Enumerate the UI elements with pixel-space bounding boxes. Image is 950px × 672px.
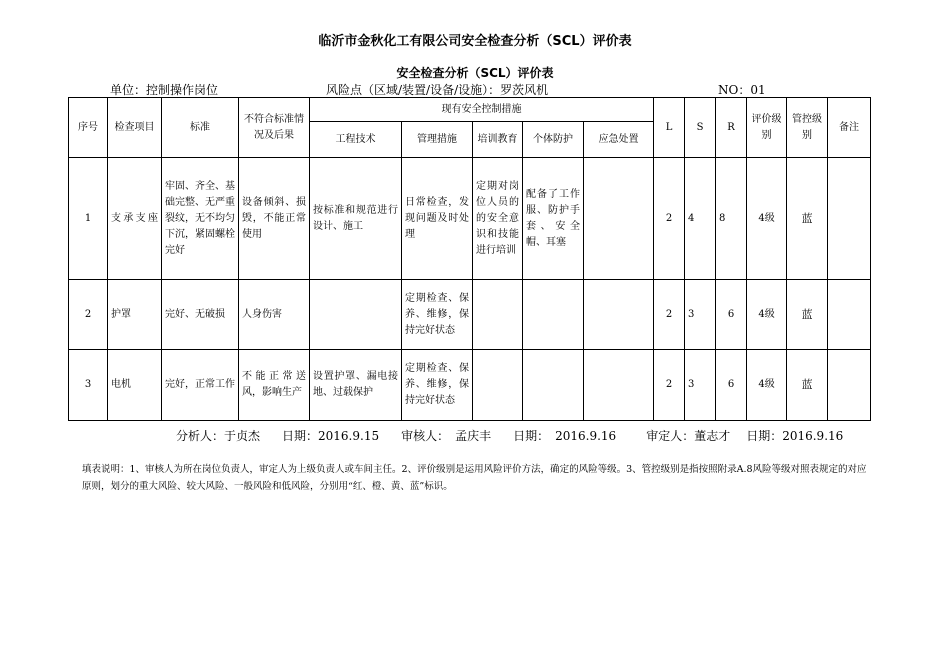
cell-l: 2 — [654, 350, 685, 421]
sub-title: 安全检查分析（SCL）评价表 — [396, 66, 554, 80]
cell-l: 2 — [654, 280, 685, 350]
fill-instructions: 填表说明：1、审核人为所在岗位负责人，审定人为上级负责人或车间主任。2、评价级别是运用风险评价方法，确定的风险等级。3、管控级别是指按照附录A.8风险等级对照表规定的对应原则，划分的重大风险、较大风险、一般风险和低风险，分别用“红、橙、黄、蓝”标识。 — [82, 464, 867, 492]
cell-item: 护罩 — [108, 280, 162, 350]
cell-r: 6 — [716, 350, 747, 421]
cell-seq: 2 — [69, 280, 108, 350]
analyst-date: 日期：2016.9.15 — [282, 429, 380, 443]
cell-nonconform: 不能正常送风，影响生产 — [239, 350, 310, 421]
cell-standard: 完好、无破损 — [162, 280, 239, 350]
cell-remark — [828, 350, 871, 421]
cell-eng: 设置护罩、漏电接地、过载保护 — [310, 350, 402, 421]
cell-eng: 按标准和规范进行设计、施工 — [310, 158, 402, 280]
header-ppe: 个体防护 — [523, 122, 584, 158]
form-number: NO：01 — [718, 83, 766, 97]
header-row — [69, 98, 871, 122]
header-eng: 工程技术 — [310, 122, 402, 158]
header-s: S — [685, 98, 716, 158]
header-item: 检查项目 — [108, 98, 162, 158]
cell-eval: 4级 — [747, 158, 787, 280]
cell-emerg — [584, 280, 654, 350]
cell-standard: 牢固、齐全、基础完整、无严重裂纹，无不均匀下沉，紧固螺栓完好 — [162, 158, 239, 280]
analyst: 分析人：于贞杰 — [176, 429, 261, 443]
header-nonconform: 不符合标准情况及后果 — [239, 98, 310, 158]
table-row — [69, 280, 871, 350]
cell-seq: 3 — [69, 350, 108, 421]
cell-ctrl: 蓝 — [787, 350, 828, 421]
table-row — [69, 350, 871, 421]
cell-l: 2 — [654, 158, 685, 280]
header-eval: 评价级别 — [747, 98, 787, 158]
cell-ctrl: 蓝 — [787, 280, 828, 350]
header-r: R — [716, 98, 747, 158]
reviewer: 审核人： 孟庆丰 — [401, 429, 492, 443]
unit-label: 单位：控制操作岗位 — [110, 83, 219, 97]
approver-date: 日期：2016.9.16 — [746, 429, 844, 443]
cell-train — [473, 350, 523, 421]
cell-s: 3 — [685, 350, 716, 421]
header-ctrl: 管控级别 — [787, 98, 828, 158]
cell-eval: 4级 — [747, 280, 787, 350]
cell-remark — [828, 280, 871, 350]
cell-mgmt: 定期检查、保养、维修，保持完好状态 — [402, 280, 473, 350]
main-title: 临沂市金秋化工有限公司安全检查分析（SCL）评价表 — [318, 34, 632, 49]
header-remark: 备注 — [828, 98, 871, 158]
cell-r: 6 — [716, 280, 747, 350]
cell-eval: 4级 — [747, 350, 787, 421]
cell-s: 3 — [685, 280, 716, 350]
approver: 审定人：董志才 — [646, 429, 731, 443]
cell-seq: 1 — [69, 158, 108, 280]
cell-ppe: 配备了工作服、防护手套、安全帽、耳塞 — [523, 158, 584, 280]
cell-mgmt: 定期检查、保养、维修，保持完好状态 — [402, 350, 473, 421]
cell-emerg — [584, 350, 654, 421]
cell-nonconform: 设备倾斜、损毁，不能正常使用 — [239, 158, 310, 280]
cell-mgmt: 日常检查，发现问题及时处理 — [402, 158, 473, 280]
cell-emerg — [584, 158, 654, 280]
table-row — [69, 158, 871, 280]
scl-table — [68, 97, 871, 421]
cell-remark — [828, 158, 871, 280]
cell-s: 4 — [685, 158, 716, 280]
cell-train — [473, 280, 523, 350]
header-emerg: 应急处置 — [584, 122, 654, 158]
header-seq: 序号 — [69, 98, 108, 158]
cell-nonconform: 人身伤害 — [239, 280, 310, 350]
header-measures: 现有安全控制措施 — [310, 98, 654, 122]
header-l: L — [654, 98, 685, 158]
reviewer-date: 日期： 2016.9.16 — [513, 429, 617, 443]
cell-eng — [310, 280, 402, 350]
header-standard: 标准 — [162, 98, 239, 158]
cell-r: 8 — [716, 158, 747, 280]
cell-ctrl: 蓝 — [787, 158, 828, 280]
cell-train: 定期对岗位人员的的安全意识和技能进行培训 — [473, 158, 523, 280]
risk-point-label: 风险点（区域/装置/设备/设施）：罗茨风机 — [326, 83, 549, 97]
cell-ppe — [523, 350, 584, 421]
cell-item: 电机 — [108, 350, 162, 421]
cell-item: 支承支座 — [108, 158, 162, 280]
header-train: 培训教育 — [473, 122, 523, 158]
signature-line — [82, 428, 862, 445]
header-mgmt: 管理措施 — [402, 122, 473, 158]
cell-ppe — [523, 280, 584, 350]
cell-standard: 完好，正常工作 — [162, 350, 239, 421]
